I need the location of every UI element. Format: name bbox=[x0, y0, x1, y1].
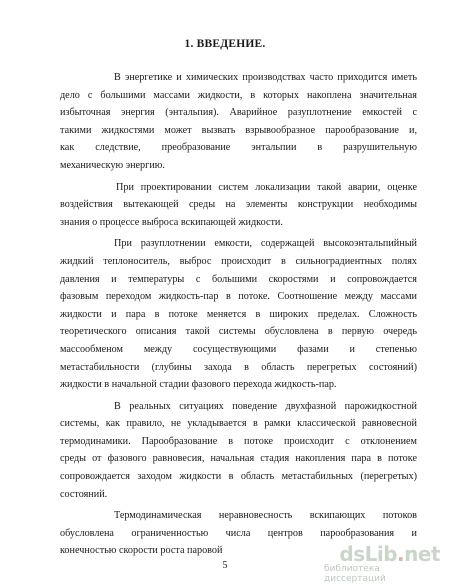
text-line: жидкости в начальной стадии фазового перехода жидкость-пар. bbox=[60, 379, 337, 391]
text-line: среды от фазового равновесия, начальная стадия накопления пара в потоке bbox=[60, 453, 417, 465]
paragraph bbox=[60, 398, 417, 504]
text-line: фазовым переходом жидкость-пар в потоке. Соотношение между массами bbox=[60, 291, 417, 303]
text-line: При проектировании систем локализации такой аварии, оценке bbox=[116, 181, 417, 193]
watermark-logo-main: dsLib bbox=[339, 542, 398, 566]
text-line: конечностью скорости роста паровой bbox=[60, 545, 223, 557]
text-line: такими жидкостями может вызвать взрывообразное парообразование и, bbox=[60, 124, 417, 136]
page-number: 5 bbox=[222, 560, 228, 571]
text-line: жидкий теплоноситель, выброс происходит в сильноградиентных полях bbox=[60, 255, 417, 267]
paragraph bbox=[60, 69, 417, 175]
watermark-logo-dot: . bbox=[397, 542, 405, 566]
text-line: В реальных ситуациях поведение двухфазной парожидкостной bbox=[114, 400, 417, 412]
paragraph bbox=[60, 179, 417, 232]
text-line: термодинамики. Парообразование в потоке происходит с отклонением bbox=[60, 435, 417, 447]
text-line: как следствие, преобразование энтальпии в разрушительную bbox=[60, 142, 417, 154]
site-watermark bbox=[324, 542, 442, 584]
text-line: системы, как правило, не укладывается в рамки классической равновесной bbox=[60, 418, 417, 430]
text-line: дело с большими массами жидкости, в которых накоплена значительная bbox=[60, 89, 417, 101]
text-line: давления и температуры с большими скоростями и сопровождается bbox=[60, 273, 417, 285]
text-line: знания о процессе выброса вскипающей жидкости. bbox=[60, 216, 283, 228]
section-heading: 1. ВВЕДЕНИЕ. bbox=[184, 38, 266, 50]
document-body bbox=[60, 69, 417, 560]
watermark-logo-tld: net bbox=[404, 542, 440, 566]
watermark-logo bbox=[339, 542, 440, 566]
text-line: жидкости и пара в потоке меняется в широких пределах. Сложность bbox=[60, 308, 417, 320]
text-line: избыточная энергия (энтальпия). Аварийное разуплотнение емкостей с bbox=[60, 107, 417, 119]
text-line: механическую энергию. bbox=[60, 159, 165, 171]
text-line: состояний. bbox=[60, 488, 108, 500]
text-line: метастабильности (глубины захода в область перегретых состояний) bbox=[60, 361, 417, 373]
text-line: При разуплотнении емкости, содержащей высокоэнтальпийный bbox=[114, 238, 417, 250]
paragraph bbox=[60, 235, 417, 393]
text-line: воздействия вытекающей среды на элементы конструкции необходимы bbox=[60, 199, 417, 211]
text-line: сопровождается заходом жидкости в область метастабильных (перегретых) bbox=[60, 471, 417, 483]
text-line: В энергетике и химических производствах часто приходится иметь bbox=[114, 72, 417, 83]
text-line: Термодинамическая неравновесность вскипающих потоков bbox=[114, 510, 417, 522]
text-line: массообменом между сосуществующими фазами и степенью bbox=[60, 343, 417, 355]
watermark-tagline: библиотека диссертаций bbox=[324, 564, 386, 584]
text-line: обусловлена ограниченностью числа центров парообразования и bbox=[60, 527, 417, 539]
text-line: теоретического описания такой системы обусловлена в первую очередь bbox=[60, 326, 417, 338]
